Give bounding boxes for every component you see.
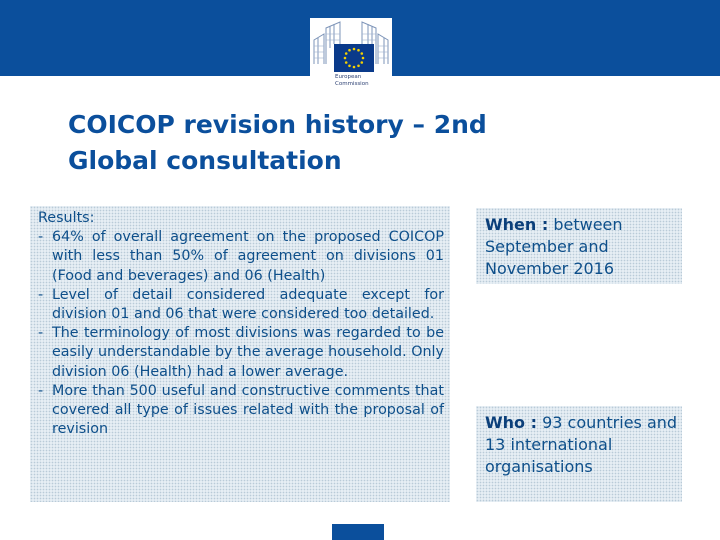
results-heading: Results: (38, 210, 95, 226)
footer-mark (332, 524, 384, 540)
who-text: 93 countries and 13 international organisations (485, 413, 678, 476)
list-item: - 64% of overall agreement on the proposed COICOP with less than 50% of agreement on divisions 01 (Food and beverages) and 06 (Health) (38, 229, 444, 284)
results-panel (30, 206, 450, 502)
when-text: between September and November 2016 (485, 215, 623, 278)
list-item: - Level of detail considered adequate except for division 01 and 06 that were considered too detailed. (38, 286, 444, 323)
list-item: - The terminology of most divisions was regarded to be easily understandable by the average household. Only division 06 (Health) had a lower average. (38, 325, 444, 380)
list-item-text: The terminology of most divisions was regarded to be easily understandable by the average household. Only division 06 (Health) had a lower average. (52, 325, 444, 380)
european-commission-logo (310, 18, 392, 102)
eu-flag-icon (334, 44, 374, 72)
list-item-text: 64% of overall agreement on the proposed COICOP with less than 50% of agreement on divisions 01 (Food and beverages) and 06 (Health) (52, 229, 444, 284)
list-item: - More than 500 useful and constructive comments that covered all type of issues related with the proposal of revision (38, 382, 444, 438)
who-label: Who : (485, 413, 537, 432)
page-title (68, 107, 668, 179)
results-list (38, 228, 444, 439)
when-label: When : (485, 215, 549, 234)
logo-text: European Commission (335, 74, 369, 87)
list-item-text: More than 500 useful and constructive comments that covered all type of issues related with the proposal of revision (52, 382, 444, 438)
list-item-text: Level of detail considered adequate except for division 01 and 06 that were considered too detailed. (52, 286, 444, 323)
title-line-2: Global consultation (68, 146, 342, 175)
title-line-1: COICOP revision history – 2nd (68, 110, 487, 139)
when-panel (476, 208, 682, 284)
who-panel (476, 406, 682, 502)
